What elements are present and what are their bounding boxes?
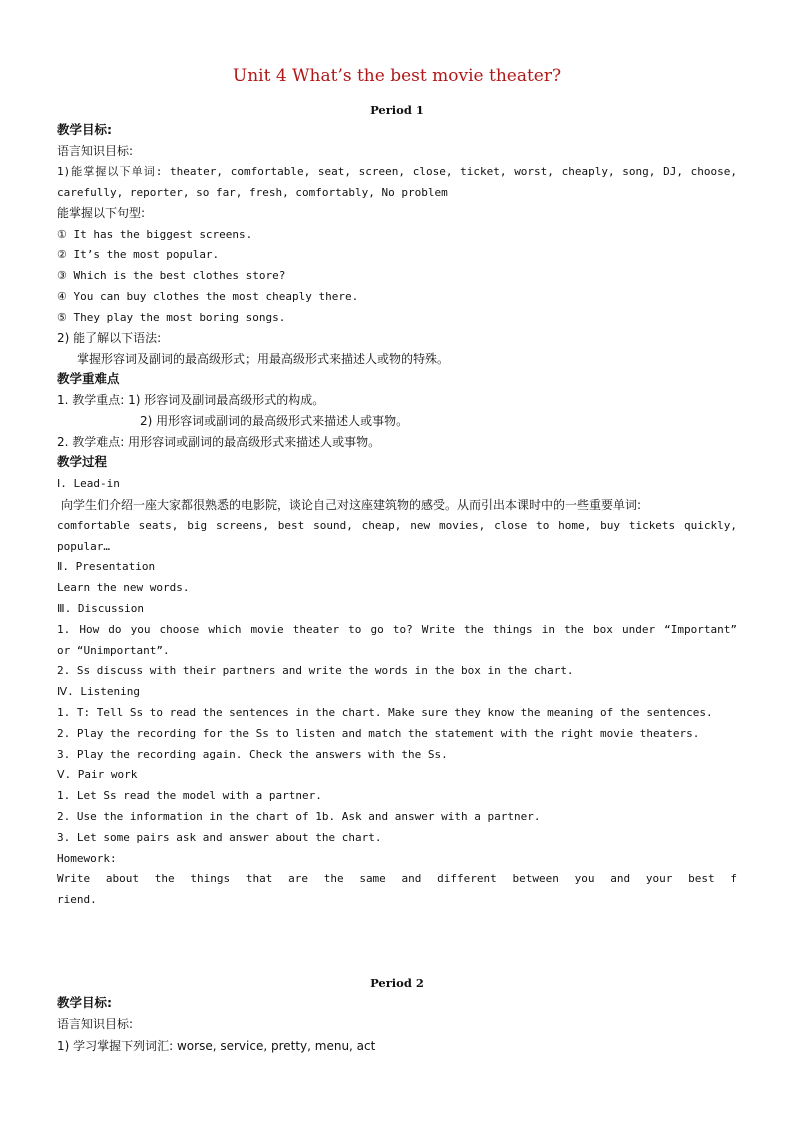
grammar-heading: 2) 能了解以下语法: bbox=[57, 331, 162, 345]
grammar-body: 掌握形容词及副词的最高级形式；用最高级形式来描述人或物的特殊。 bbox=[77, 352, 450, 366]
knowledge-heading: 语言知识目标: bbox=[57, 1017, 134, 1031]
vocab-line: 1)能掌握以下单词: theater, comfortable, seat, screen, close, ticket, worst, cheaply, song, DJ, choose, bbox=[57, 165, 737, 178]
pattern-item: ① It has the biggest screens. bbox=[57, 228, 253, 241]
section-heading: Ⅴ. Pair work bbox=[57, 768, 138, 781]
key-point: 1. 教学重点: 1) 形容词及副词最高级形式的构成。 bbox=[57, 393, 325, 407]
key-point: 2) 用形容词或副词的最高级形式来描述人或事物。 bbox=[140, 414, 409, 428]
document-title: Unit 4 What’s the best movie theater? bbox=[232, 66, 562, 86]
vocab-line: carefully, reporter, so far, fresh, comfortably, No problem bbox=[57, 186, 448, 199]
discussion-item: 1. How do you choose which movie theater to go to? Write the things in the box under “Important” bbox=[57, 623, 737, 636]
pairwork-item: 3. Let some pairs ask and answer about the chart. bbox=[57, 831, 382, 844]
section-heading: Ⅱ. Presentation bbox=[57, 560, 156, 573]
vocab-line: 1) 学习掌握下列词汇: worse, service, pretty, menu, act bbox=[57, 1039, 376, 1053]
leadin-text: 向学生们介绍一座大家都很熟悉的电影院，谈论自己对这座建筑物的感受。从而引出本课时中的一些重要单词: bbox=[61, 498, 642, 512]
knowledge-heading: 语言知识目标: bbox=[57, 144, 134, 158]
pattern-item: ④ You can buy clothes the most cheaply there. bbox=[57, 290, 359, 303]
pattern-item: ② It’s the most popular. bbox=[57, 248, 220, 261]
section-heading: Ⅳ. Listening bbox=[57, 685, 140, 698]
section-heading: Ⅲ. Discussion bbox=[57, 602, 145, 615]
presentation-text: Learn the new words. bbox=[57, 581, 190, 594]
homework-heading: Homework: bbox=[57, 852, 117, 865]
key-point: 2. 教学难点: 用形容词或副词的最高级形式来描述人或事物。 bbox=[57, 435, 381, 449]
patterns-heading: 能掌握以下句型: bbox=[57, 206, 146, 220]
discussion-item: or “Unimportant”. bbox=[57, 644, 170, 657]
period-2-heading: Period 2 bbox=[370, 976, 424, 990]
homework-text: Write about the things that are the same and different between you and your best f bbox=[57, 872, 737, 885]
discussion-item: 2. Ss discuss with their partners and write the words in the box in the chart. bbox=[57, 664, 574, 677]
leadin-text: popular… bbox=[57, 540, 110, 553]
pairwork-item: 1. Let Ss read the model with a partner. bbox=[57, 789, 322, 802]
pattern-item: ⑤ They play the most boring songs. bbox=[57, 311, 286, 324]
goals-heading: 教学目标: bbox=[57, 122, 112, 137]
period-1-heading: Period 1 bbox=[370, 103, 424, 117]
process-heading: 教学过程 bbox=[57, 454, 108, 469]
key-points-heading: 教学重难点 bbox=[57, 371, 120, 386]
goals-heading: 教学目标: bbox=[57, 995, 112, 1010]
homework-text: riend. bbox=[57, 893, 97, 906]
leadin-text: comfortable seats, big screens, best sound, cheap, new movies, close to home, buy tickets quickly, bbox=[57, 519, 737, 532]
section-heading: Ⅰ. Lead-in bbox=[57, 477, 120, 490]
pairwork-item: 2. Use the information in the chart of 1b. Ask and answer with a partner. bbox=[57, 810, 541, 823]
listening-item: 1. T: Tell Ss to read the sentences in the chart. Make sure they know the meaning of the sentences. bbox=[57, 706, 713, 719]
listening-item: 2. Play the recording for the Ss to listen and match the statement with the right movie theaters. bbox=[57, 727, 700, 740]
pattern-item: ③ Which is the best clothes store? bbox=[57, 269, 286, 282]
listening-item: 3. Play the recording again. Check the answers with the Ss. bbox=[57, 748, 448, 761]
